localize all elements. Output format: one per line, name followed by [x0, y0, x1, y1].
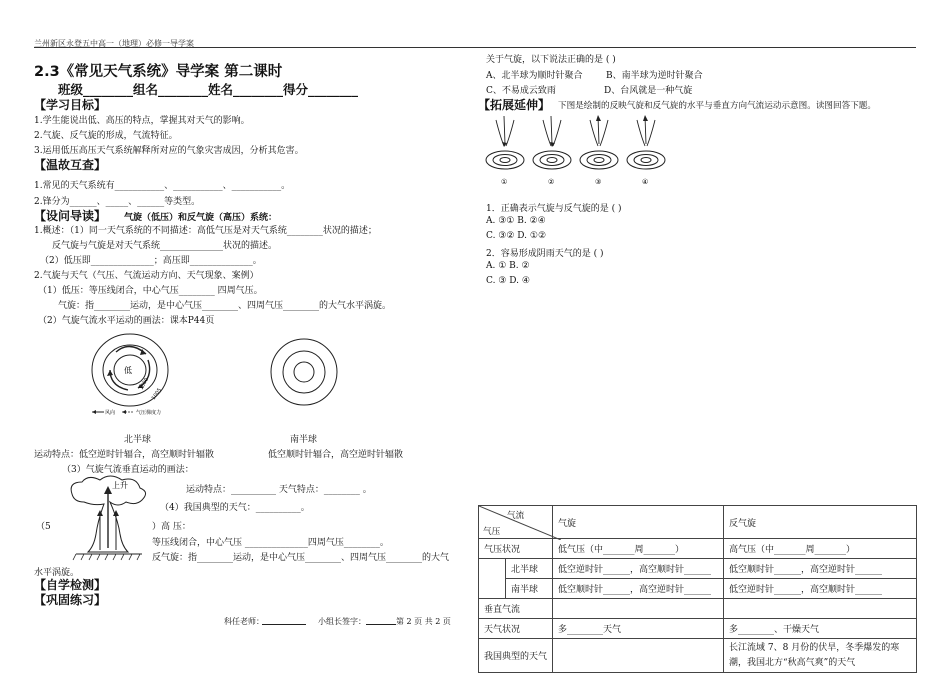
vertical-heading: （3）气旋气流垂直运动的画法： [62, 465, 194, 475]
question-2-options-c: C. ③ D. ④ [486, 276, 530, 286]
corner-bottom-label: 气压 [483, 527, 501, 537]
row-label-pressure: 气压状况 [479, 539, 553, 559]
four-diagrams [484, 112, 674, 188]
table-row [479, 619, 917, 639]
option-b: B、南半球为逆时针聚合 [606, 71, 703, 81]
row-label-north: 北半球 [506, 559, 553, 579]
typical-anticyclone-line-2: 潮，我国北方“秋高气爽”的天气 [729, 657, 856, 668]
objective-3: 3.运用低压高压天气系统解释所对应的气象灾害成因，分析其危害。 [34, 146, 304, 156]
cell-vertical-cyclone [553, 599, 724, 619]
footer-teacher-line [262, 624, 306, 625]
footer-leader-line [366, 624, 396, 625]
corner-top-label: 气流 [507, 511, 525, 521]
page-title: 2.3《常见天气系统》导学案 第二课时 [34, 64, 283, 80]
table-row [479, 639, 917, 673]
diagram-2 [533, 116, 571, 186]
north-hemisphere-label: 北半球 [124, 435, 152, 445]
option-d: D、台风就是一种气旋 [604, 86, 693, 96]
rising-air-diagram [66, 474, 152, 562]
pressure-gradient-legend: 气压梯度力 [136, 410, 162, 416]
cell-south-anticyclone: 低空逆时针______，高空顺时针______ [724, 579, 917, 599]
diagram-2-number: ② [548, 178, 555, 186]
footer-leader: 小组长签字： [318, 617, 366, 626]
table-corner-cell [479, 506, 553, 539]
guide-line-2: 反气旋与气旋是对天气系统______________状况的描述。 [52, 241, 278, 251]
footer-teacher: 科任老师： [224, 617, 264, 626]
anticyclone-line-2: 水平涡旋。 [34, 568, 80, 578]
north-motion-text: 运动特点：低空逆时针辐合，高空顺时针辐散 [34, 450, 215, 460]
col-cyclone: 气旋 [553, 506, 724, 539]
footer-page: 第 2 页 共 2 页 [396, 617, 451, 626]
isobar-1000-label: 1000 [138, 376, 151, 391]
self-test-heading: 【自学检测】 [34, 578, 107, 592]
table-header-row [479, 506, 917, 539]
cell-typical-cyclone [553, 639, 724, 673]
row-label-blank [479, 559, 506, 599]
review-item-2: 2.锋分为______、_____、______等类型。 [34, 197, 201, 207]
option-c: C、不易成云致雨 [486, 86, 556, 96]
row-label-weather: 天气状况 [479, 619, 553, 639]
diagram-3 [580, 115, 618, 186]
diagram-4 [627, 115, 665, 186]
wind-direction-legend: 风向 [105, 410, 116, 416]
table-row [479, 579, 917, 599]
extend-heading: 【拓展延伸】 [478, 98, 551, 112]
objectives-heading: 【学习目标】 [34, 98, 107, 112]
guide-line-6: 气旋：指________运动，是中心气压________、四周气压________的大气水平涡旋。 [58, 301, 392, 311]
anticyclone-line: 反气旋：指________运动，是中心气压________、四周气压________的大气 [152, 553, 450, 563]
south-blank-diagram [268, 336, 340, 408]
cell-weather-anticyclone: 多________、干燥天气 [724, 619, 917, 639]
diagram-1 [486, 116, 524, 186]
guide-line-3: （2）低压即______________；高压即______________。 [40, 256, 262, 266]
review-heading: 【温故互查】 [34, 158, 107, 172]
cell-north-anticyclone: 低空顺时针______，高空逆时针______ [724, 559, 917, 579]
option-a: A、北半球为顺时针聚合 [486, 71, 583, 81]
table-row [479, 539, 917, 559]
question-1: 1．正确表示气旋与反气旋的是 ( ) [486, 204, 622, 214]
item5-number: （5 [36, 522, 51, 532]
low-label: 低 [124, 366, 132, 375]
summary-table [478, 505, 917, 673]
student-info-line: 班级________组名________姓名________得分________ [58, 82, 359, 97]
typical-weather-line: （4）我国典型的天气：__________。 [160, 503, 310, 513]
objective-2: 2.气旋、反气旋的形成，气流特征。 [34, 131, 178, 141]
guide-line-1: 1.概述：（1）同一天气系统的不同描述：高低气压是对天气系统________状况的描述； [34, 226, 377, 236]
table-row [479, 599, 917, 619]
isobar-closed-line: 等压线闭合，中心气压 ______________四周气压________。 [152, 538, 389, 548]
cell-pressure-anticyclone: 高气压（中_______周_______） [724, 539, 917, 559]
guide-heading: 【设问导读】 [34, 209, 107, 223]
cell-pressure-cyclone: 低气压（中_______周_______） [553, 539, 724, 559]
cell-typical-anticyclone [724, 639, 917, 673]
south-motion-text: 低空顺时针辐合，高空逆时针辐散 [268, 450, 404, 460]
question-1-options-c: C. ③② D. ①② [486, 231, 547, 241]
high-pressure-line: ）高 压： [152, 522, 191, 532]
diagram-3-number: ③ [595, 178, 602, 186]
header-rule [34, 47, 916, 48]
south-hemisphere-label: 南半球 [290, 435, 318, 445]
guide-line-7: （2）气旋气流水平运动的画法：课本P44页 [38, 316, 215, 326]
table-row [479, 559, 917, 579]
diagram-4-number: ④ [642, 178, 649, 186]
typical-anticyclone-line-1: 长江流域 7、8 月份的伏旱，冬季爆发的寒 [729, 642, 900, 653]
row-label-south: 南半球 [506, 579, 553, 599]
question-1-options-a: A. ③① B. ②④ [486, 216, 546, 226]
row-label-typical: 我国典型的天气 [479, 639, 553, 673]
review-item-1: 1.常见的天气系统有___________、___________、___________。 [34, 181, 291, 191]
consolidate-heading: 【巩固练习】 [34, 593, 107, 607]
vertical-features: 运动特点：__________ 天气特点：________ 。 [186, 485, 372, 495]
cell-south-cyclone: 低空顺时针______，高空逆时针______ [553, 579, 724, 599]
diagram-1-number: ① [501, 178, 508, 186]
cell-north-cyclone: 低空逆时针______，高空顺时针______ [553, 559, 724, 579]
cell-weather-cyclone: 多________天气 [553, 619, 724, 639]
objective-1: 1.学生能说出低、高压的特点，掌握其对天气的影响。 [34, 116, 250, 126]
north-cyclone-diagram [88, 330, 188, 420]
col-anticyclone: 反气旋 [724, 506, 917, 539]
cell-vertical-anticyclone [724, 599, 917, 619]
rising-label: 上升 [112, 481, 128, 490]
extend-text: 下图是绘制的反映气旋和反气旋的水平与垂直方向气流运动示意图。读图回答下题。 [558, 101, 876, 111]
running-header: 兰州新区永登五中高一（地理）必修一导学案 [34, 39, 194, 48]
isobar-1005-label: 1005 [150, 387, 163, 402]
row-label-vertical: 垂直气流 [479, 599, 553, 619]
cyclone-question: 关于气旋，以下说法正确的是 ( ) [486, 55, 616, 65]
question-2: 2．容易形成阴雨天气的是 ( ) [486, 249, 604, 259]
guide-line-5: （1）低压：等压线闭合，中心气压________ 四周气压。 [38, 286, 263, 296]
guide-subheading: 气旋（低压）和反气旋（高压）系统： [124, 213, 278, 223]
guide-line-4: 2.气旋与天气（气压、气流运动方向、天气现象、案例） [34, 271, 259, 281]
question-2-options-a: A. ① B. ② [486, 261, 530, 271]
